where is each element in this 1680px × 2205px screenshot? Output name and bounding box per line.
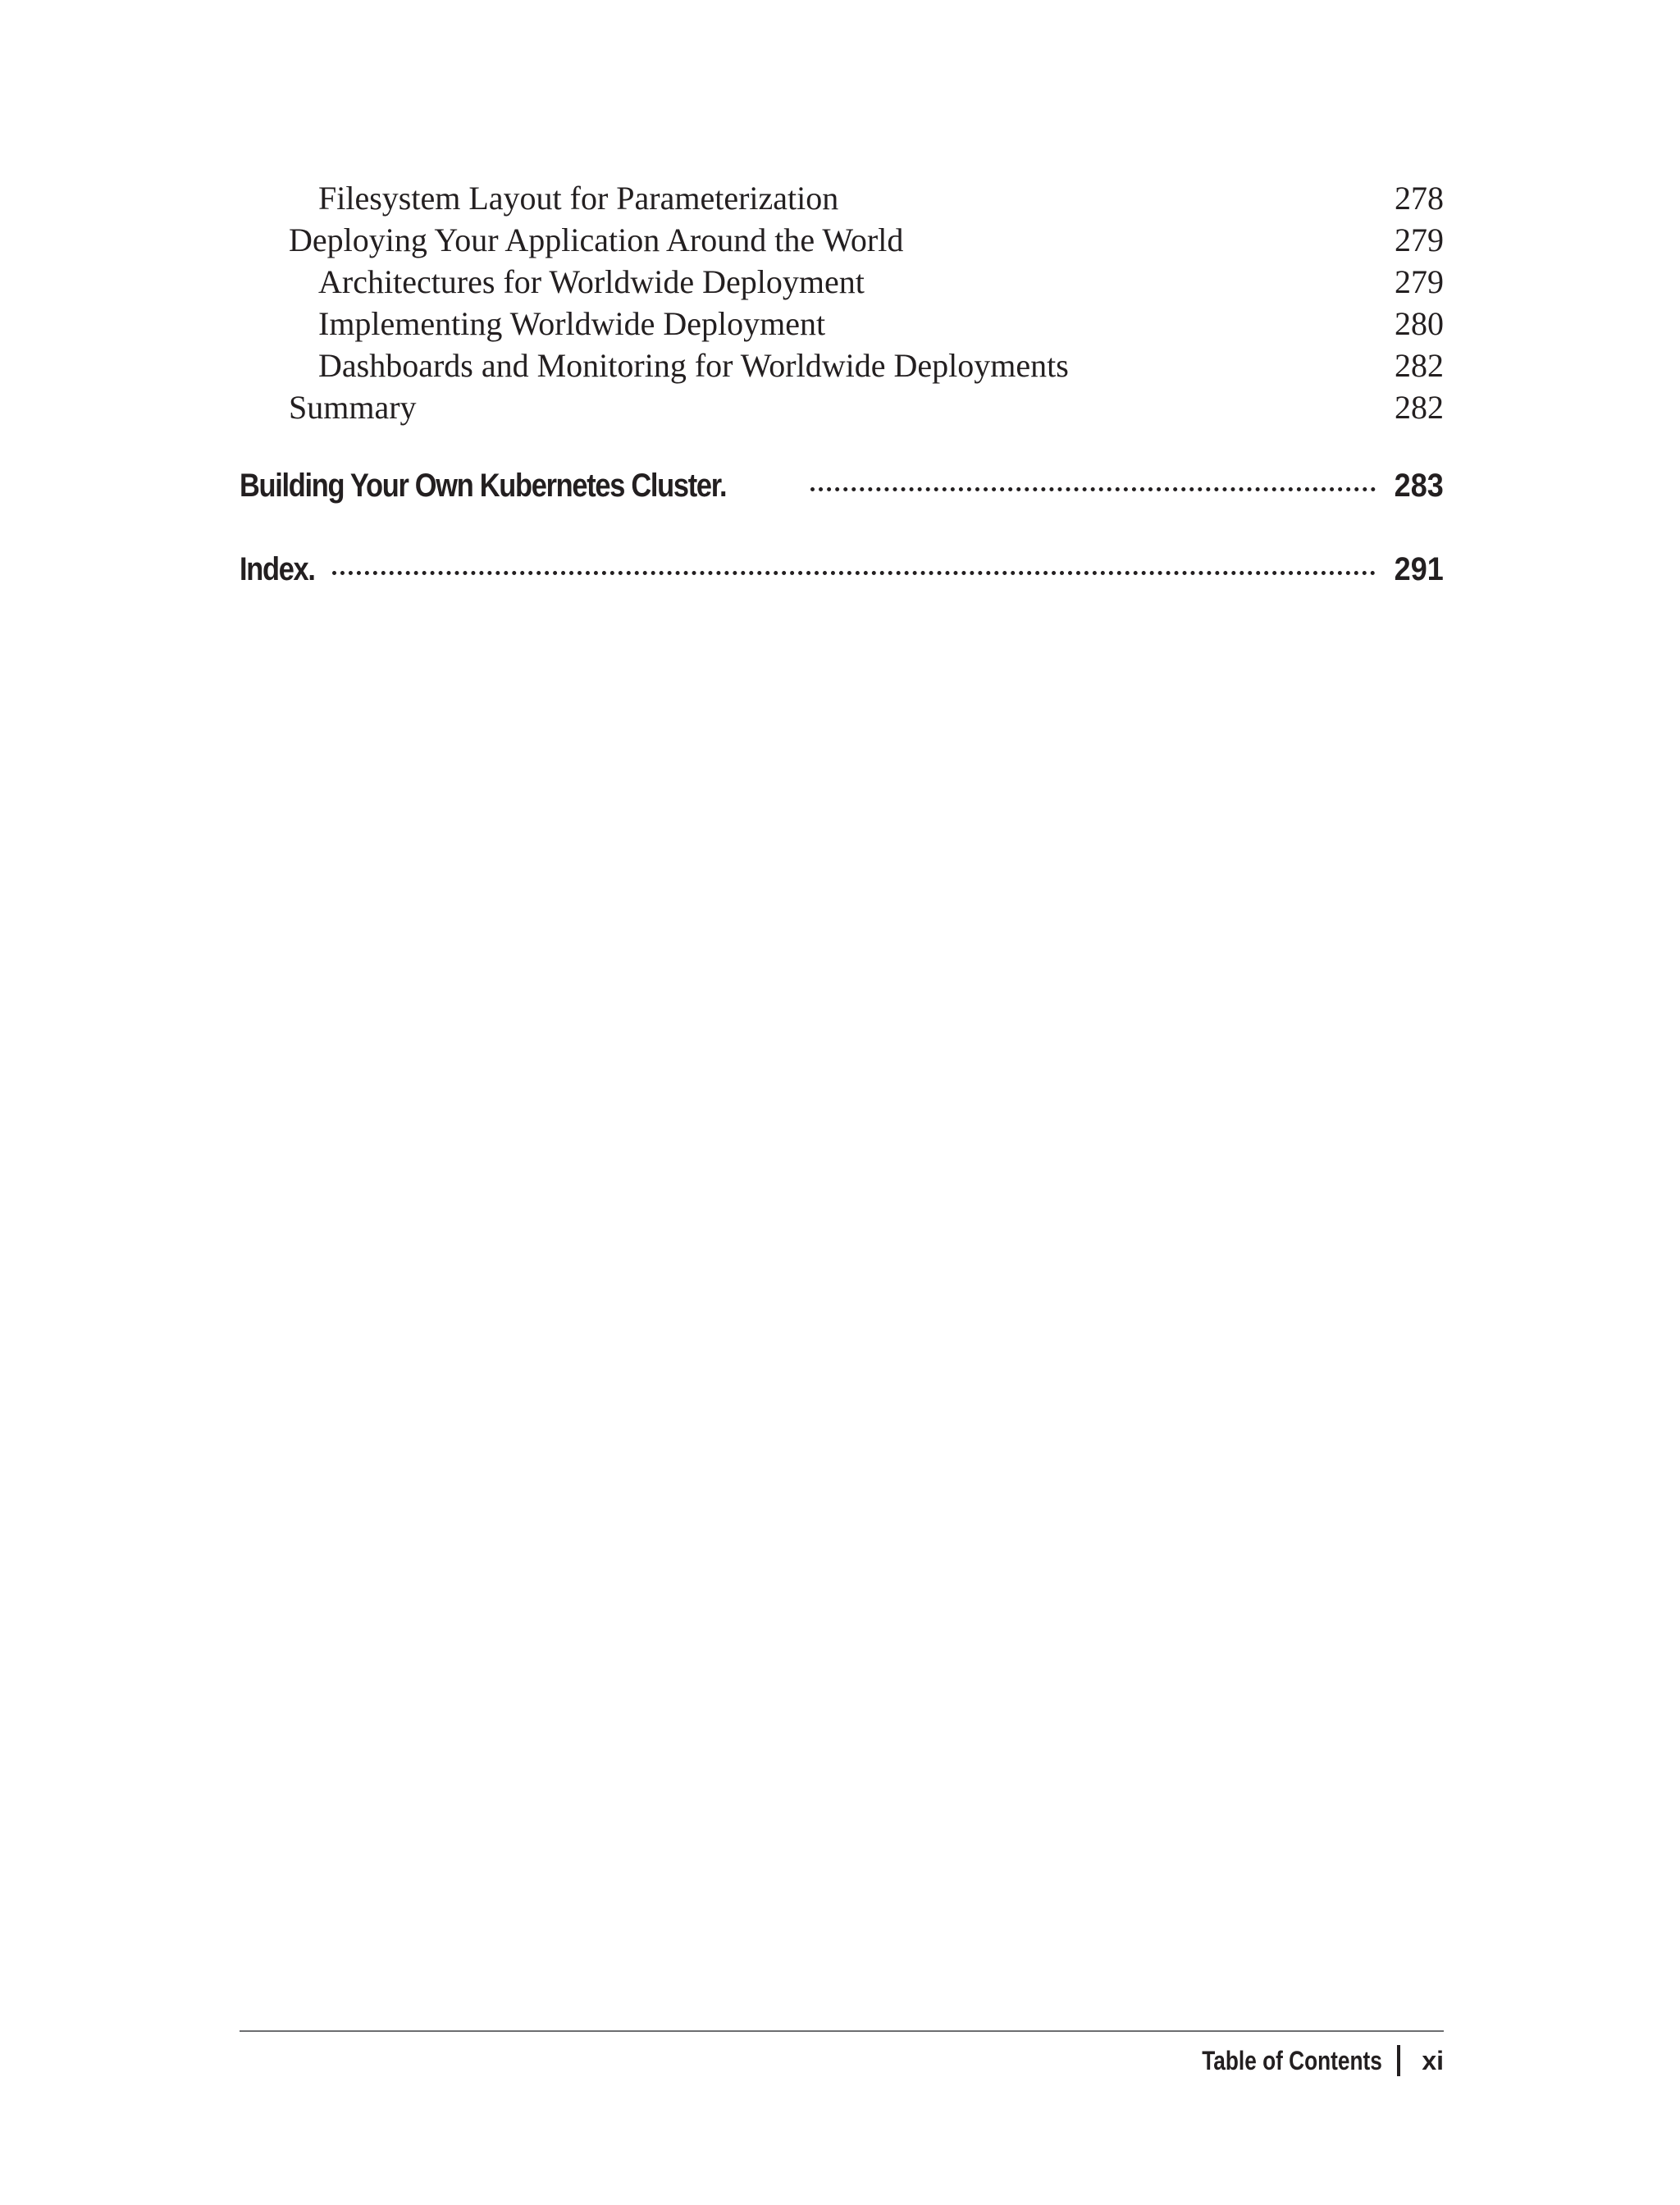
toc-entry-page: 282 <box>1395 347 1444 384</box>
toc-entry[interactable] <box>0 345 1680 387</box>
toc-entry[interactable] <box>0 386 1680 429</box>
footer-page-number: xi <box>1422 2045 1444 2075</box>
toc-entry[interactable] <box>0 177 1680 220</box>
toc-entry-page: 279 <box>1395 221 1444 258</box>
toc-entry-page: 278 <box>1395 180 1444 217</box>
toc-entry-title: Implementing Worldwide Deployment <box>318 305 826 342</box>
toc-entry-title: Filesystem Layout for Parameterization <box>318 180 839 217</box>
toc-chapter-page: 291 <box>1394 551 1444 587</box>
toc-entry-page: 279 <box>1395 263 1444 300</box>
toc-entry[interactable] <box>0 261 1680 304</box>
toc-chapter-page: 283 <box>1394 468 1444 504</box>
toc-chapter-entry[interactable] <box>240 468 1444 517</box>
toc-entry-page: 280 <box>1395 305 1444 342</box>
toc-entry-title: Deploying Your Application Around the World <box>289 221 904 258</box>
dot-leader <box>810 487 1376 491</box>
dot-leader <box>332 571 1376 575</box>
toc-chapter-title: Index. <box>240 551 315 587</box>
toc-entry[interactable] <box>0 219 1680 262</box>
toc-entry[interactable] <box>0 303 1680 345</box>
footer-separator <box>1397 2045 1400 2076</box>
toc-chapter-entry[interactable] <box>240 551 1444 600</box>
toc-chapter-title: Building Your Own Kubernetes Cluster. <box>240 468 727 504</box>
toc-entry-title: Dashboards and Monitoring for Worldwide Deployments <box>318 347 1069 384</box>
toc-entry-title: Summary <box>289 389 417 426</box>
toc-entry-title: Architectures for Worldwide Deployment <box>318 263 865 300</box>
page-footer <box>1162 2043 1444 2079</box>
toc-entry-page: 282 <box>1395 389 1444 426</box>
footer-section-label: Table of Contents <box>1202 2045 1383 2075</box>
footer-divider <box>240 2030 1444 2032</box>
